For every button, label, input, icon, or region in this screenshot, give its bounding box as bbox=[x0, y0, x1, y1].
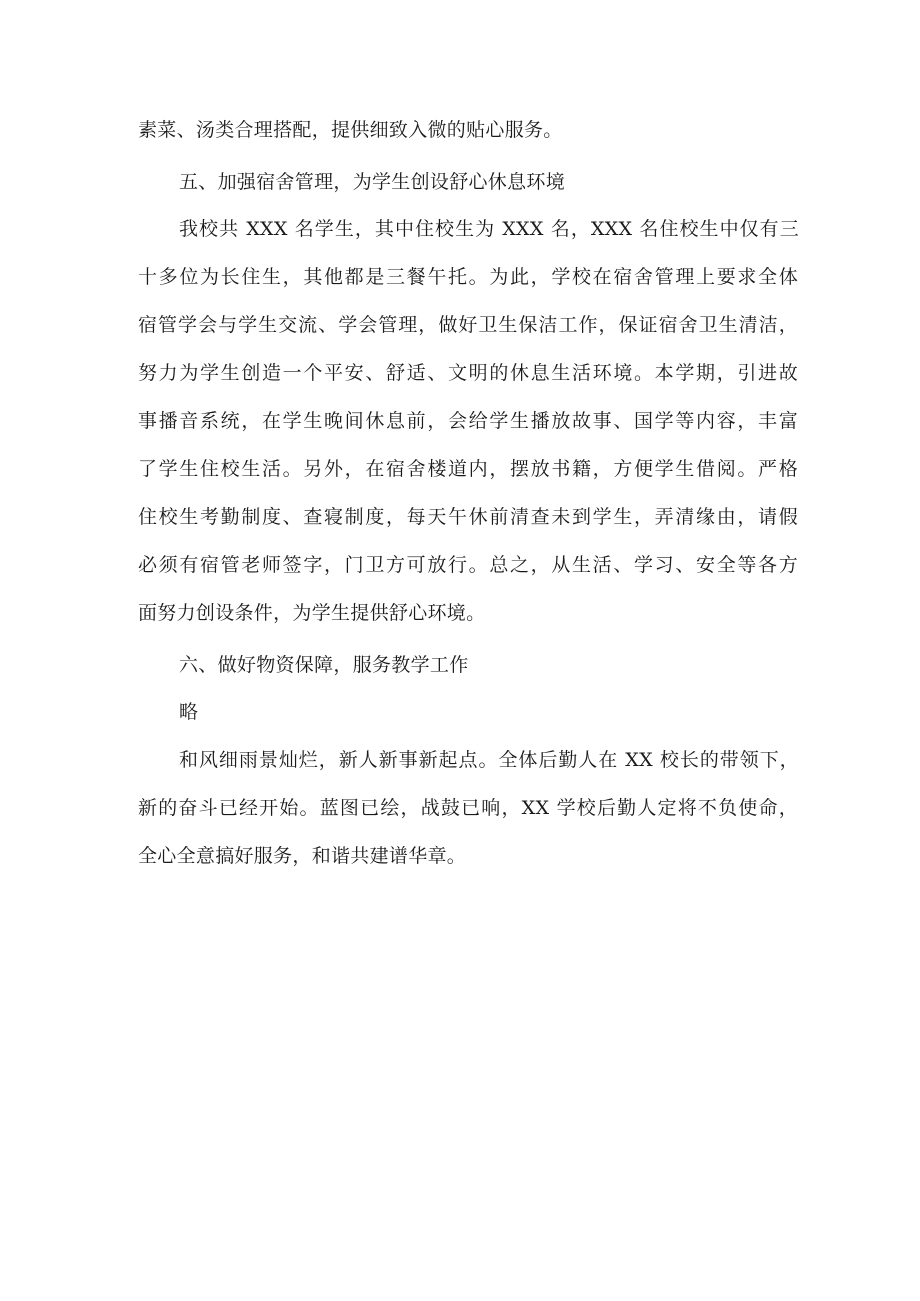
closing-paragraph-line: 新的奋斗已经开始。蓝图已绘，战鼓已响，XX 学校后勤人定将不负使命， bbox=[138, 797, 798, 819]
closing-paragraph-line: 和风细雨景灿烂，新人新事新起点。全体后勤人在 XX 校长的带领下， bbox=[179, 749, 799, 771]
section-heading-five: 五、加强宿舍管理，为学生创设舒心休息环境 bbox=[179, 171, 566, 193]
paragraph-line: 十多位为长住生，其他都是三餐午托。为此，学校在宿舍管理上要求全体 bbox=[138, 266, 798, 288]
section-heading-six: 六、做好物资保障，服务教学工作 bbox=[179, 654, 469, 676]
paragraph-continuation-line: 素菜、汤类合理搭配，提供细致入微的贴心服务。 bbox=[138, 119, 563, 141]
paragraph-line: 住校生考勤制度、查寝制度，每天午休前清查未到学生，弄清缘由，请假 bbox=[138, 506, 798, 528]
omitted-note: 略 bbox=[179, 701, 199, 723]
paragraph-line: 面努力创设条件，为学生提供舒心环境。 bbox=[138, 602, 486, 624]
paragraph-line: 事播音系统，在学生晚间休息前，会给学生播放故事、国学等内容，丰富 bbox=[138, 410, 798, 432]
paragraph-line: 我校共 XXX 名学生，其中住校生为 XXX 名，XXX 名住校生中仅有三 bbox=[179, 218, 799, 240]
paragraph-line: 必须有宿管老师签字，门卫方可放行。总之，从生活、学习、安全等各方 bbox=[138, 554, 798, 576]
paragraph-line: 努力为学生创造一个平安、舒适、文明的休息生活环境。本学期，引进故 bbox=[138, 362, 798, 384]
paragraph-line: 了学生住校生活。另外，在宿舍楼道内，摆放书籍，方便学生借阅。严格 bbox=[138, 458, 798, 480]
closing-paragraph-line: 全心全意搞好服务，和谐共建谱华章。 bbox=[138, 845, 467, 867]
paragraph-line: 宿管学会与学生交流、学会管理，做好卫生保洁工作，保证宿舍卫生清洁， bbox=[138, 314, 798, 336]
